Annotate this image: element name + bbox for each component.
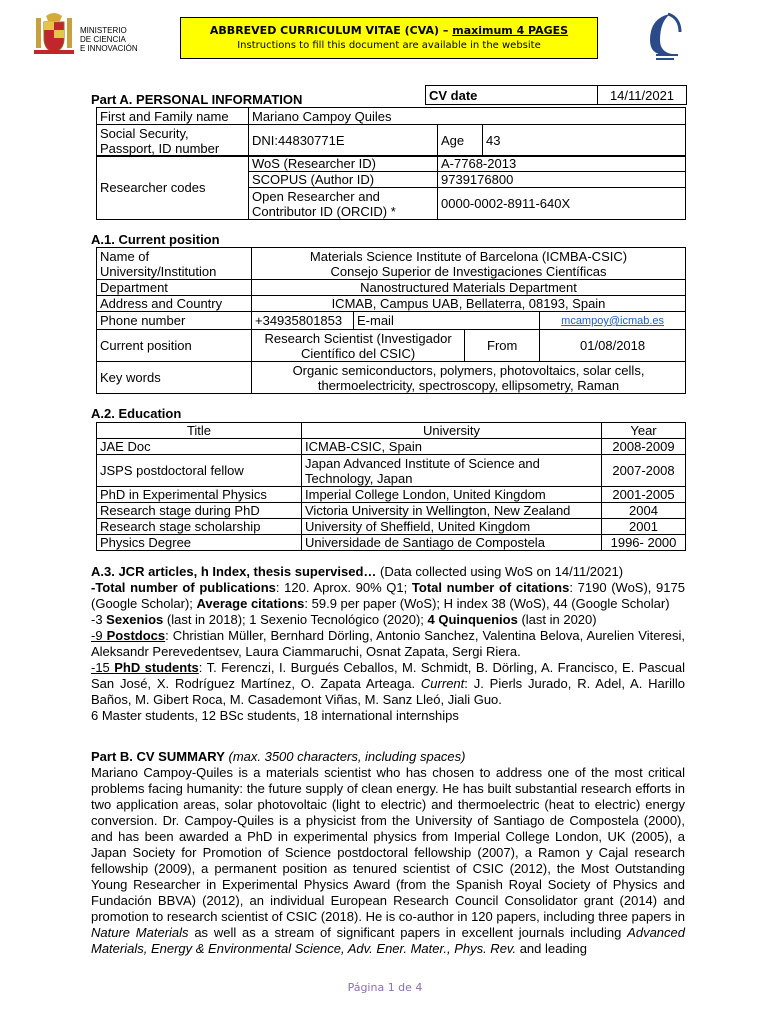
age-label: Age [438, 125, 483, 157]
a3-section [91, 564, 685, 724]
education-university: Universidade de Santiago de Compostela [302, 535, 602, 551]
education-title: PhD in Experimental Physics [97, 487, 302, 503]
education-title: JAE Doc [97, 439, 302, 455]
scopus-value: 9739176800 [438, 172, 686, 188]
education-university: Imperial College London, United Kingdom [302, 487, 602, 503]
table-row [97, 455, 686, 487]
ministry-line: E INNOVACIÓN [80, 44, 138, 53]
ministry-line: MINISTERIO [80, 26, 127, 35]
part-b-summary: Mariano Campoy-Quiles is a materials scientist who has chosen to address one of the most critical problems facing humanity: the future supply of clean energy. He has built substantial research efforts in two application areas, solar photovoltaic (light to electric) and thermoelectric (heat to electric) energy conversion. Dr. Campoy-Quiles is a physicist from the University of Santiago de Compostela (2000), and has been awarded a PhD in experimental physics from Imperial College London, UK (2005), a Japan Society for Promotion of Science postdoctoral fellowship (2007), a Ramon y Cajal research fellowship (2009), a permanent position as tenured scientist of CSIC (2012), the Most Outstanding Young Researcher in Experimental Physics Award (from the Spanish Royal Society of Physics and Fundación BBVA) (2012), an individual European Research Council Consolidator grant (2014) and promotion to research scientist of CSIC (2018). He is co-author in 120 papers, including three papers in Nature Materials as well as a stream of significant papers in excellent journals including Advanced Materials, Energy & Environmental Science, Adv. Ener. Mater., Phys. Rev. and leading [91, 765, 685, 956]
a1-title: A.1. Current position [91, 232, 220, 247]
title-banner [180, 17, 598, 59]
cv-date-label: CV date [426, 86, 598, 105]
a3-other-students: 6 Master students, 12 BSc students, 18 international internships [91, 708, 459, 723]
education-title: Physics Degree [97, 535, 302, 551]
wos-value: A-7768-2013 [438, 156, 686, 172]
education-university: University of Sheffield, United Kingdom [302, 519, 602, 535]
keywords-value: Organic semiconductors, polymers, photovoltaics, solar cells, thermoelectricity, spectroscopy, ellipsometry, Raman [252, 362, 686, 394]
id-label: Social Security, Passport, ID number [97, 125, 249, 157]
spain-crest-icon [32, 12, 76, 58]
table-row [97, 503, 686, 519]
position-value: Research Scientist (Investigador Científico del CSIC) [252, 330, 465, 362]
ministry-line: DE CIENCIA [80, 35, 126, 44]
email-label: E-mail [354, 312, 540, 330]
banner-title-underlined: maximum 4 PAGES [452, 24, 569, 37]
agency-logo-icon [640, 10, 690, 64]
education-university: ICMAB-CSIC, Spain [302, 439, 602, 455]
page-number: Página 1 de 4 [347, 981, 423, 994]
education-title: Research stage during PhD [97, 503, 302, 519]
education-year: 2008-2009 [602, 439, 686, 455]
researcher-codes-table [96, 155, 686, 220]
phone-label: Phone number [97, 312, 252, 330]
cv-date-value: 14/11/2021 [598, 86, 687, 105]
education-table [96, 422, 686, 551]
a3-title: A.3. JCR articles, h Index, thesis supervised… (Data collected using WoS on 14/11/2021) [91, 564, 624, 579]
position-label: Current position [97, 330, 252, 362]
wos-label: WoS (Researcher ID) [249, 156, 438, 172]
from-value: 01/08/2018 [540, 330, 686, 362]
a3-sexenios: -3 Sexenios (last in 2018); 1 Sexenio Tecnológico (2020); 4 Quinquenios (last in 2020) [91, 612, 597, 627]
ministry-logo [32, 12, 162, 58]
education-title: JSPS postdoctoral fellow [97, 455, 302, 487]
department-label: Department [97, 280, 252, 296]
id-value: DNI:44830771E [249, 125, 438, 157]
education-university: Victoria University in Wellington, New Zealand [302, 503, 602, 519]
a3-phd-students: -15 PhD students: T. Ferenczi, I. Burgués Ceballos, M. Schmidt, B. Dörling, A. Francisco, E. Pascual San José, X. Rodríguez Martínez, O. Zapata Arteaga. Current: J. Pierls Jurado, R. Adel, A. Harillo Baños, M. Gibert Roca, M. Casademont Viñas, M. Sanz Lleó, Jiali Guo. [91, 660, 685, 707]
education-header-university: University [302, 423, 602, 439]
banner-subtitle: Instructions to fill this document are available in the website [237, 40, 541, 51]
age-value: 43 [483, 125, 686, 157]
address-value: ICMAB, Campus UAB, Bellaterra, 08193, Spain [252, 296, 686, 312]
orcid-label: Open Researcher and Contributor ID (ORCID) * [249, 188, 438, 220]
education-year: 2001-2005 [602, 487, 686, 503]
education-year: 2001 [602, 519, 686, 535]
current-position-table [96, 247, 686, 394]
phone-value: +34935801853 [252, 312, 354, 330]
name-value: Mariano Campoy Quiles [249, 108, 686, 125]
education-header-year: Year [602, 423, 686, 439]
banner-title: ABBREVED CURRICULUM VITAE (CVA) – [209, 24, 449, 37]
a3-postdocs: -9 Postdocs: Christian Müller, Bernhard Dörling, Antonio Sanchez, Valentina Belova, Aurelien Viteresi, Aleksandr Perevedentsev, Laura Ciammaruchi, Osnat Zapata, Sergi Riera. [91, 628, 686, 659]
institution-label: Name of University/Institution [97, 248, 252, 280]
education-title: Research stage scholarship [97, 519, 302, 535]
scopus-label: SCOPUS (Author ID) [249, 172, 438, 188]
address-label: Address and Country [97, 296, 252, 312]
education-year: 2004 [602, 503, 686, 519]
a3-publications: -Total number of publications: 120. Aprox. 90% Q1; Total number of citations: 7190 (WoS), 9175 (Google Scholar); Average citations: 59.9 per paper (WoS); H index 38 (WoS), 44 (Google Scholar) [91, 580, 685, 611]
codes-label: Researcher codes [97, 156, 249, 220]
table-row [97, 519, 686, 535]
education-header-title: Title [97, 423, 302, 439]
from-label: From [465, 330, 540, 362]
cv-date-table [425, 85, 687, 105]
name-label: First and Family name [97, 108, 249, 125]
education-year: 1996- 2000 [602, 535, 686, 551]
table-row [97, 487, 686, 503]
table-row [97, 535, 686, 551]
education-university: Japan Advanced Institute of Science and Technology, Japan [302, 455, 602, 487]
part-b-title: Part B. CV SUMMARY (max. 3500 characters, including spaces) [91, 749, 466, 764]
keywords-label: Key words [97, 362, 252, 394]
institution-value: Materials Science Institute of Barcelona (ICMBA-CSIC) Consejo Superior de Investigaciones Científicas [252, 248, 686, 280]
department-value: Nanostructured Materials Department [252, 280, 686, 296]
email-link[interactable]: mcampoy@icmab.es [561, 315, 665, 327]
a2-title: A.2. Education [91, 406, 182, 421]
part-b-section [91, 749, 685, 957]
table-row [97, 439, 686, 455]
personal-info-table [96, 107, 686, 157]
orcid-value: 0000-0002-8911-640X [438, 188, 686, 220]
education-year: 2007-2008 [602, 455, 686, 487]
part-a-title: Part A. PERSONAL INFORMATION [91, 92, 303, 107]
